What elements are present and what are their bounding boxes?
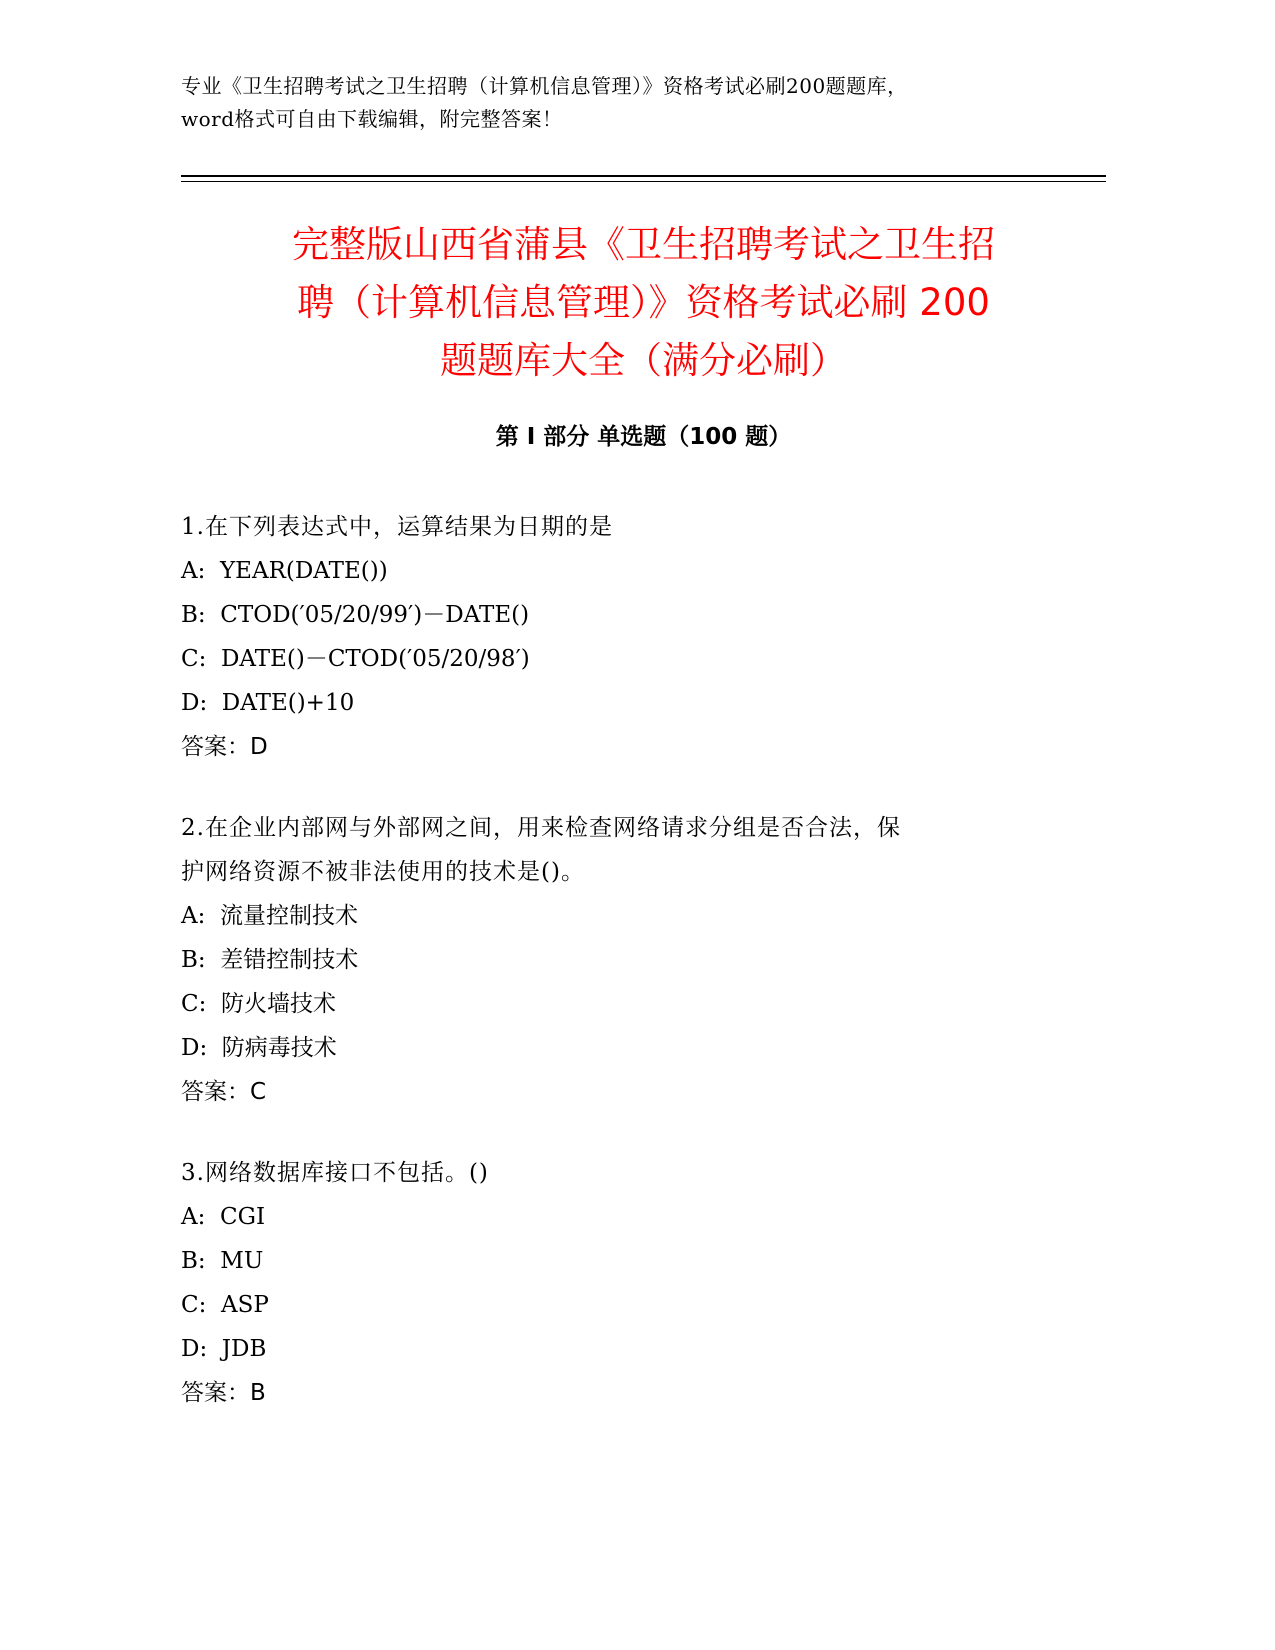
question-3 bbox=[181, 1151, 1081, 1415]
option-a: A: 流量控制技术 bbox=[181, 903, 358, 929]
question-1 bbox=[181, 505, 1081, 769]
option-d: D: JDB bbox=[181, 1336, 267, 1362]
header-note bbox=[181, 70, 1081, 136]
header-note-line-2: word格式可自由下载编辑，附完整答案！ bbox=[181, 107, 563, 131]
option-b: B: CTOD(′05/20/99′)－DATE() bbox=[181, 602, 530, 628]
document-title bbox=[181, 216, 1106, 390]
option-c: C: DATE()－CTOD(′05/20/98′) bbox=[181, 646, 530, 672]
document-title-line-2: 聘（计算机信息管理）》资格考试必刷 200 bbox=[297, 281, 990, 324]
question-stem: 3.网络数据库接口不包括。() bbox=[181, 1160, 489, 1186]
option-d: D: 防病毒技术 bbox=[181, 1035, 337, 1061]
header-divider-thick bbox=[181, 175, 1106, 177]
option-c: C: ASP bbox=[181, 1292, 269, 1318]
question-list bbox=[181, 505, 1081, 1452]
question-stem: 1.在下列表达式中，运算结果为日期的是 bbox=[181, 514, 613, 540]
option-b: B: 差错控制技术 bbox=[181, 947, 359, 973]
option-c: C: 防火墙技术 bbox=[181, 991, 336, 1017]
answer: 答案：C bbox=[181, 1079, 267, 1105]
header-note-line-1: 专业《卫生招聘考试之卫生招聘（计算机信息管理）》资格考试必刷200题题库， bbox=[181, 74, 908, 98]
option-a: A: YEAR(DATE()) bbox=[181, 558, 388, 584]
document-title-line-1: 完整版山西省蒲县《卫生招聘考试之卫生招 bbox=[292, 223, 995, 266]
section-title: 第 I 部分 单选题（100 题） bbox=[495, 424, 792, 450]
option-b: B: MU bbox=[181, 1248, 264, 1274]
option-a: A: CGI bbox=[181, 1204, 266, 1230]
question-stem-line-1: 2.在企业内部网与外部网之间，用来检查网络请求分组是否合法，保 bbox=[181, 815, 901, 841]
header-divider-thin bbox=[181, 181, 1106, 182]
document-title-line-3: 题题库大全（满分必刷） bbox=[440, 339, 847, 382]
answer: 答案：D bbox=[181, 734, 268, 760]
answer: 答案：B bbox=[181, 1380, 266, 1406]
option-d: D: DATE()+10 bbox=[181, 690, 355, 716]
question-2 bbox=[181, 806, 1081, 1114]
question-stem-line-2: 护网络资源不被非法使用的技术是()。 bbox=[181, 859, 585, 885]
